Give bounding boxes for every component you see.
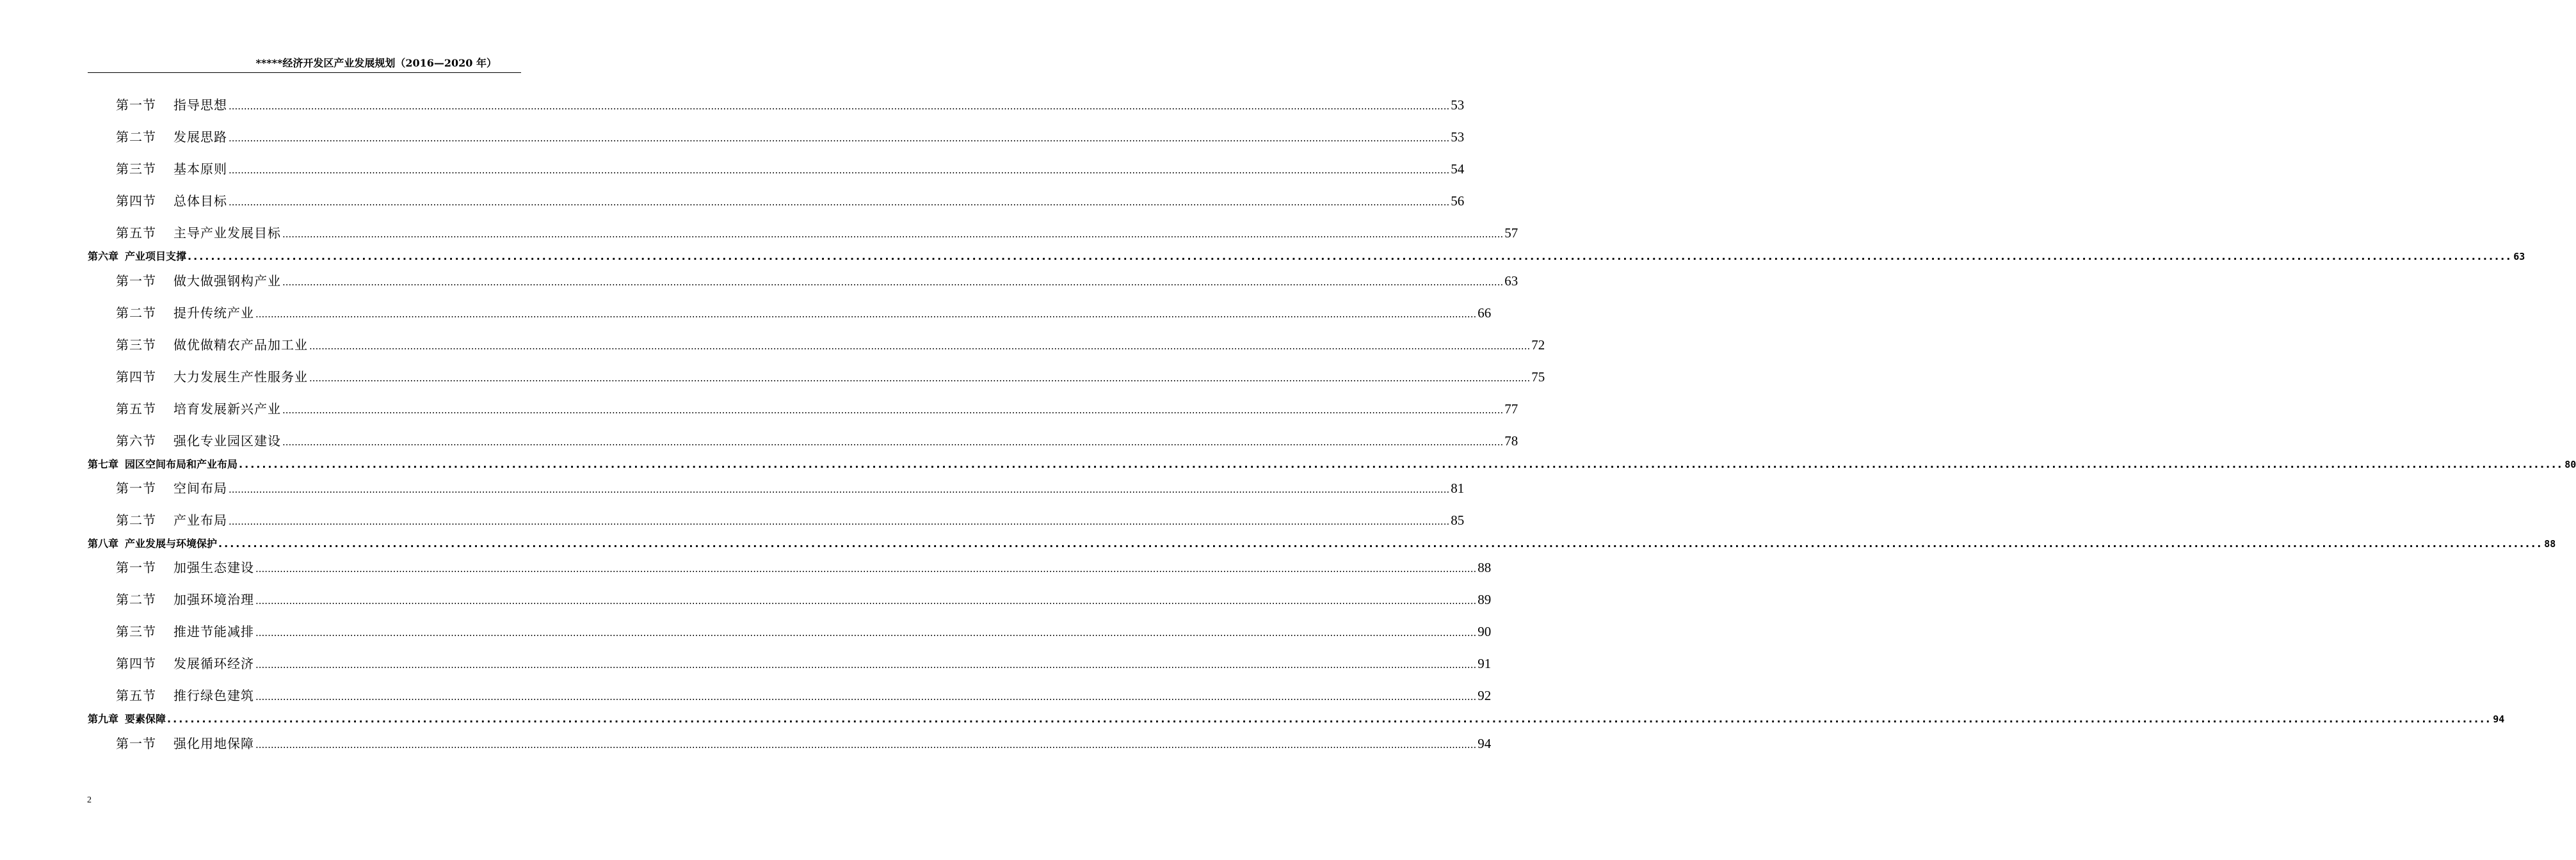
section-title: 空间布局	[173, 481, 227, 496]
page-ref: 53	[1451, 97, 1465, 113]
dot-leader: ................................................................................................................................................................................................................................................................................................................................................................................................................	[239, 458, 2564, 470]
toc-section-entry[interactable]	[116, 653, 1492, 672]
section-title: 产业布局	[173, 513, 227, 528]
toc-section-entry[interactable]	[116, 127, 1465, 145]
section-number: 第四节	[116, 369, 156, 385]
section-title: 做优做精农产品加工业	[173, 337, 308, 353]
toc-section-entry[interactable]	[116, 303, 1492, 321]
section-title: 推进节能减排	[173, 624, 254, 639]
page-header	[88, 55, 521, 72]
page-ref: 92	[1477, 688, 1492, 703]
toc-section-entry[interactable]	[116, 367, 1545, 385]
toc-chapter-entry[interactable]	[88, 536, 2556, 550]
toc-section-entry[interactable]	[116, 733, 1492, 752]
toc-section-entry[interactable]	[116, 159, 1465, 177]
dot-leader: ................................................................................................................................................................................................................................................................................................................................................................................................................	[229, 132, 1450, 144]
dot-leader: ................................................................................................................................................................................................................................................................................................................................................................................................................	[309, 340, 1531, 352]
toc-section-entry[interactable]	[116, 95, 1465, 113]
toc-section-entry[interactable]	[116, 335, 1545, 353]
header-rule	[88, 72, 521, 73]
chapter-title: 园区空间布局和产业布局	[125, 458, 238, 470]
section-number: 第一节	[116, 273, 156, 289]
dot-leader: ................................................................................................................................................................................................................................................................................................................................................................................................................	[255, 627, 1477, 639]
toc-section-entry[interactable]	[116, 191, 1465, 209]
dot-leader: ................................................................................................................................................................................................................................................................................................................................................................................................................	[282, 436, 1504, 448]
page-ref: 77	[1504, 401, 1518, 417]
page-ref: 80	[2564, 459, 2576, 470]
section-number: 第二节	[116, 592, 156, 607]
section-title: 培育发展新兴产业	[173, 401, 281, 417]
page-ref: 63	[1504, 273, 1518, 289]
page-number: 2	[87, 795, 92, 805]
toc-section-entry[interactable]	[116, 431, 1518, 449]
section-number: 第三节	[116, 337, 156, 353]
toc-section-entry[interactable]	[116, 685, 1492, 704]
section-title: 发展思路	[173, 129, 227, 145]
section-title: 强化用地保障	[173, 736, 254, 751]
section-title: 主导产业发展目标	[173, 225, 281, 241]
section-title: 做大做强钢构产业	[173, 273, 281, 289]
section-title: 加强生态建设	[173, 560, 254, 575]
page-ref: 57	[1504, 225, 1518, 241]
toc-section-entry[interactable]	[116, 589, 1492, 608]
section-number: 第六节	[116, 433, 156, 449]
dot-leader: ................................................................................................................................................................................................................................................................................................................................................................................................................	[229, 164, 1450, 176]
section-number: 第一节	[116, 560, 156, 575]
page-ref: 85	[1451, 513, 1465, 528]
page-ref: 54	[1451, 161, 1465, 177]
section-number: 第四节	[116, 193, 156, 209]
dot-leader: ................................................................................................................................................................................................................................................................................................................................................................................................................	[255, 659, 1477, 671]
section-title: 指导思想	[173, 97, 227, 113]
dot-leader: ................................................................................................................................................................................................................................................................................................................................................................................................................	[255, 563, 1477, 575]
dot-leader: ................................................................................................................................................................................................................................................................................................................................................................................................................	[229, 196, 1450, 208]
section-number: 第一节	[116, 736, 156, 751]
section-number: 第四节	[116, 656, 156, 671]
dot-leader: ................................................................................................................................................................................................................................................................................................................................................................................................................	[229, 516, 1450, 527]
document-title: *****经济开发区产业发展规划（2016—2020 年）	[255, 57, 497, 69]
section-title: 强化专业园区建设	[173, 433, 281, 449]
chapter-title: 产业项目支撑	[125, 250, 187, 262]
page-ref: 88	[2544, 538, 2556, 550]
chapter-number: 第六章	[88, 250, 119, 262]
section-number: 第三节	[116, 624, 156, 639]
page-ref: 88	[1477, 560, 1492, 575]
section-number: 第五节	[116, 688, 156, 703]
section-title: 推行绿色建筑	[173, 688, 254, 703]
section-number: 第一节	[116, 481, 156, 496]
toc-section-entry[interactable]	[116, 478, 1465, 497]
dot-leader: ................................................................................................................................................................................................................................................................................................................................................................................................................	[255, 691, 1477, 703]
section-title: 提升传统产业	[173, 305, 254, 321]
section-title: 基本原则	[173, 161, 227, 177]
toc-section-entry[interactable]	[116, 621, 1492, 640]
section-number: 第三节	[116, 161, 156, 177]
chapter-number: 第七章	[88, 458, 119, 470]
chapter-title: 要素保障	[125, 713, 166, 725]
toc-section-entry[interactable]	[116, 271, 1518, 289]
page-ref: 81	[1451, 481, 1465, 496]
section-number: 第二节	[116, 513, 156, 528]
section-title: 发展循环经济	[173, 656, 254, 671]
section-title: 大力发展生产性服务业	[173, 369, 308, 385]
section-number: 第二节	[116, 129, 156, 145]
section-number: 第五节	[116, 401, 156, 417]
dot-leader: ................................................................................................................................................................................................................................................................................................................................................................................................................	[188, 250, 2513, 262]
page-ref: 72	[1531, 337, 1545, 353]
page-ref: 90	[1477, 624, 1492, 639]
page-ref: 91	[1477, 656, 1492, 671]
section-title: 加强环境治理	[173, 592, 254, 607]
page-ref: 63	[2513, 251, 2525, 262]
page-ref: 75	[1531, 369, 1545, 385]
dot-leader: ................................................................................................................................................................................................................................................................................................................................................................................................................	[218, 538, 2543, 550]
dot-leader: ................................................................................................................................................................................................................................................................................................................................................................................................................	[282, 276, 1504, 288]
toc-chapter-entry[interactable]	[88, 456, 2576, 471]
toc-section-entry[interactable]	[116, 557, 1492, 576]
toc-chapter-entry[interactable]	[88, 711, 2505, 726]
page-ref: 94	[1477, 736, 1492, 751]
page-ref: 66	[1477, 305, 1492, 321]
dot-leader: ................................................................................................................................................................................................................................................................................................................................................................................................................	[309, 372, 1531, 384]
chapter-number: 第八章	[88, 538, 119, 550]
page-ref: 89	[1477, 592, 1492, 607]
dot-leader: ................................................................................................................................................................................................................................................................................................................................................................................................................	[255, 308, 1477, 320]
toc-section-entry[interactable]	[116, 510, 1465, 529]
dot-leader: ................................................................................................................................................................................................................................................................................................................................................................................................................	[255, 739, 1477, 751]
page-ref: 94	[2493, 713, 2505, 725]
chapter-number: 第九章	[88, 713, 119, 725]
page-ref: 56	[1451, 193, 1465, 209]
dot-leader: ................................................................................................................................................................................................................................................................................................................................................................................................................	[167, 713, 2492, 725]
dot-leader: ................................................................................................................................................................................................................................................................................................................................................................................................................	[282, 404, 1504, 416]
page-ref: 78	[1504, 433, 1518, 449]
toc-chapter-entry[interactable]	[88, 248, 2525, 263]
dot-leader: ................................................................................................................................................................................................................................................................................................................................................................................................................	[229, 100, 1450, 112]
toc-section-entry[interactable]	[116, 223, 1518, 241]
chapter-title: 产业发展与环境保护	[125, 538, 218, 550]
section-number: 第二节	[116, 305, 156, 321]
toc-section-entry[interactable]	[116, 399, 1518, 417]
dot-leader: ................................................................................................................................................................................................................................................................................................................................................................................................................	[255, 595, 1477, 607]
page-ref: 53	[1451, 129, 1465, 145]
dot-leader: ................................................................................................................................................................................................................................................................................................................................................................................................................	[282, 228, 1504, 240]
section-number: 第一节	[116, 97, 156, 113]
section-number: 第五节	[116, 225, 156, 241]
dot-leader: ................................................................................................................................................................................................................................................................................................................................................................................................................	[229, 484, 1450, 495]
section-title: 总体目标	[173, 193, 227, 209]
